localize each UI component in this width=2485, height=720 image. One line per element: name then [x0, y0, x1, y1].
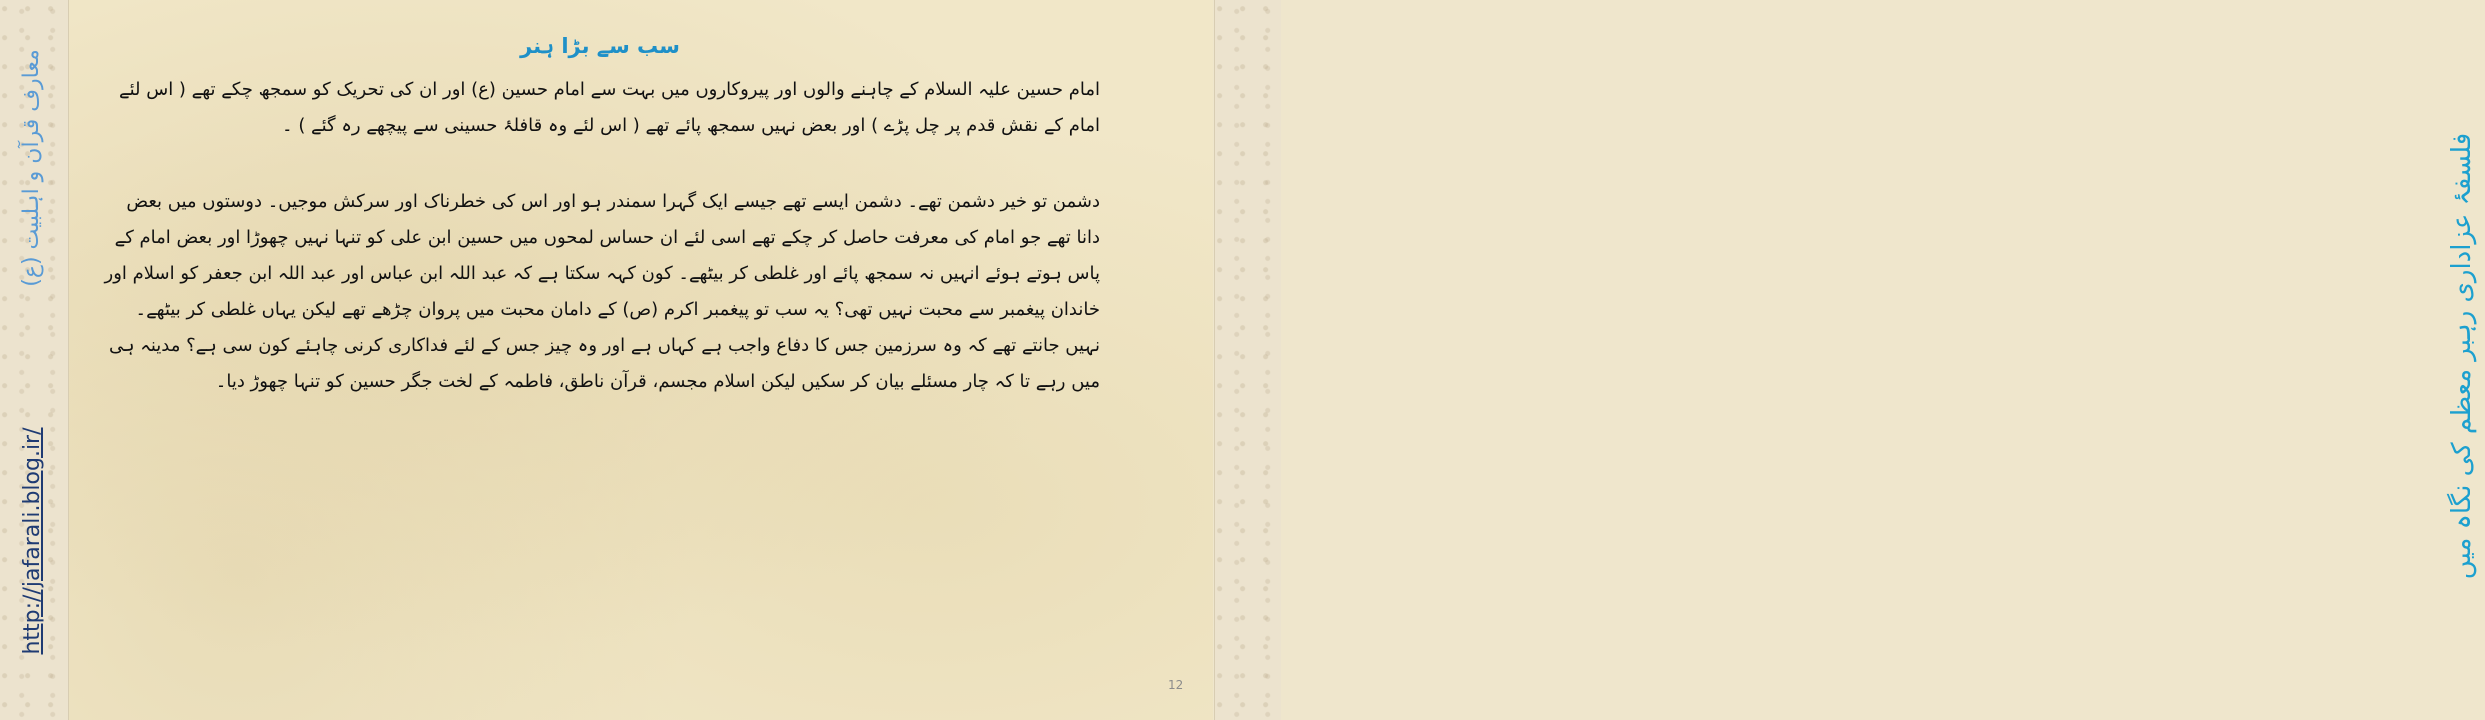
paragraph-1: امام حسین علیہ السلام کے چاہنے والوں اور پیروکاروں میں بہت سے امام حسین (ع) اور ان کی تحریک کو سمجھ چکے تھے ( اس لئے امام کے نقش قدم پر چل پڑے ) اور بعض نہیں سمجھ پائے تھے ( اس لئے وہ قافلۂ حسینی سے پیچھے رہ گئے ) ۔: [119, 79, 1100, 136]
slide-heading: سب سے بڑا ہنر: [520, 34, 680, 58]
sidebar-title-right: فلسفۂ عزاداری رہبر معظم کی نگاہ میں: [2447, 132, 2477, 580]
slide-body: [100, 28, 1100, 400]
sidebar-title-left: معارف قرآن و اہلبیت (ع): [19, 49, 44, 287]
left-sidebar: [0, 0, 69, 720]
paragraph-2: دشمن تو خیر دشمن تھے۔ دشمن ایسے تھے جیسے ایک گہرا سمندر ہو اور اس کی خطرناک اور سرکش موجیں۔ دوستوں میں بعض دانا تھے جو امام کی معرفت حاصل کر چکے تھے اسی لئے ان حساس لمحوں میں حسین ابن علی کو تنہا نہیں چھوڑا اور بعض امام کے پاس ہوتے ہوئے انہیں نہ سمجھ پائے اور غلطی کر بیٹھے۔ کون کہہ سکتا ہے کہ عبد اللہ ابن عباس اور عبد اللہ ابن جعفر کو اسلام اور خاندان پیغمبر سے محبت نہیں تھی؟ یہ سب تو پیغمبر اکرم (ص) کے دامان محبت میں پروان چڑھے تھے لیکن یہاں غلطی کر بیٹھے۔ نہیں جانتے تھے کہ وہ سرزمین جس کا دفاع واجب ہے کہاں ہے اور وہ چیز جس کے لئے فداکاری کرنی چاہئے کون سی ہے؟ مدینہ ہی میں رہے تا کہ چار مسئلے بیان کر سکیں لیکن اسلام مجسم، قرآن ناطق، فاطمہ کے لخت جگر حسین کو تنہا چھوڑ دیا۔: [104, 191, 1100, 392]
right-sidebar: [1214, 0, 2477, 720]
blog-url-link[interactable]: http://jafarali.blog.ir/: [20, 427, 45, 655]
slide-number: 12: [1168, 678, 1184, 692]
